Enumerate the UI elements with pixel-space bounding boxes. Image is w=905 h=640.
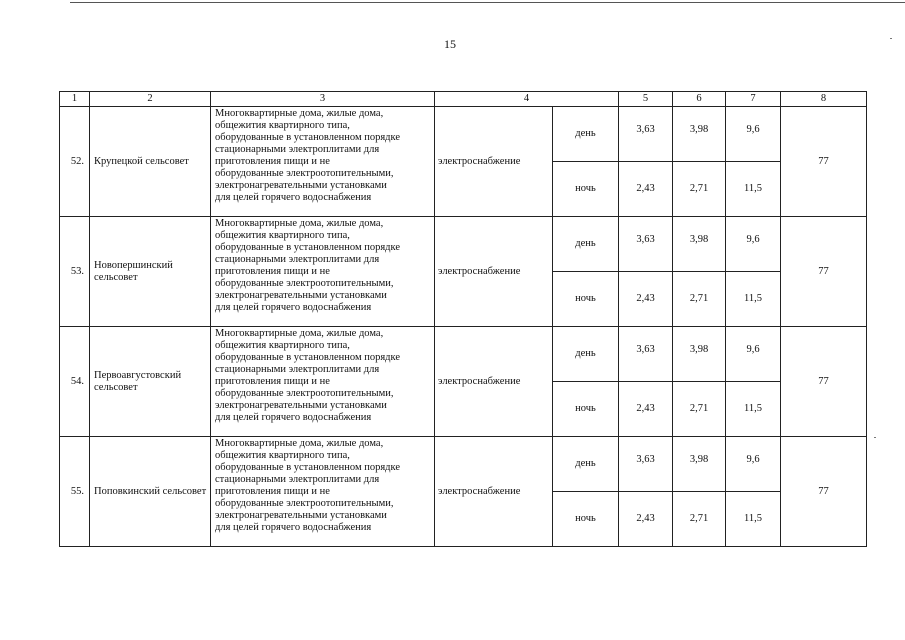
value-col5: 2,43: [619, 162, 673, 217]
consumer-category-line: электронагревательными установками: [215, 399, 387, 411]
service-type: электроснабжение: [435, 437, 553, 547]
time-zone-night: ночь: [553, 162, 619, 217]
table-row: [60, 217, 867, 272]
consumer-category-line: Многоквартирные дома, жилые дома,: [215, 437, 384, 449]
top-scan-rule: [70, 2, 905, 3]
column-number: 5: [619, 92, 673, 107]
service-type: электроснабжение: [435, 327, 553, 437]
time-zone-night: ночь: [553, 272, 619, 327]
consumer-category-line: общежития квартирного типа,: [215, 339, 350, 351]
value-col8: 77: [781, 437, 867, 547]
municipality-name: Поповкинский сельсовет: [90, 437, 211, 547]
consumer-category-line: для целей горячего водоснабжения: [215, 301, 372, 313]
value-col7: 9,6: [726, 327, 781, 382]
consumer-category-line: для целей горячего водоснабжения: [215, 521, 372, 533]
value-col5: 2,43: [619, 492, 673, 547]
value-col5: 3,63: [619, 437, 673, 492]
value-col7: 11,5: [726, 162, 781, 217]
consumer-category-line: стационарными электроплитами для: [215, 253, 380, 265]
consumer-category-line: стационарными электроплитами для: [215, 143, 380, 155]
consumer-category-line: приготовления пищи и не: [215, 485, 330, 497]
consumer-category: [211, 217, 435, 327]
consumer-category-text: [215, 218, 434, 326]
consumer-category-line: приготовления пищи и не: [215, 265, 330, 277]
service-type: электроснабжение: [435, 217, 553, 327]
value-col7: 11,5: [726, 272, 781, 327]
value-col7: 11,5: [726, 382, 781, 437]
service-type: электроснабжение: [435, 107, 553, 217]
scan-speck: [890, 38, 892, 39]
column-number: 3: [211, 92, 435, 107]
time-zone-night: ночь: [553, 382, 619, 437]
consumer-category-line: общежития квартирного типа,: [215, 449, 350, 461]
consumer-category-line: электронагревательными установками: [215, 289, 387, 301]
row-number: 52.: [60, 107, 90, 217]
consumer-category-text: [215, 438, 434, 546]
column-number: 1: [60, 92, 90, 107]
value-col7: 9,6: [726, 107, 781, 162]
column-number: 4: [435, 92, 619, 107]
table-row: [60, 107, 867, 162]
municipality-name: Первоавгустовский сельсовет: [90, 327, 211, 437]
consumer-category-line: приготовления пищи и не: [215, 155, 330, 167]
consumer-category-line: оборудованные в установленном порядке: [215, 241, 401, 253]
column-number: 6: [673, 92, 726, 107]
consumer-category-line: оборудованные в установленном порядке: [215, 351, 401, 363]
consumer-category: [211, 437, 435, 547]
consumer-category-line: общежития квартирного типа,: [215, 229, 350, 241]
row-number: 54.: [60, 327, 90, 437]
consumer-category-line: Многоквартирные дома, жилые дома,: [215, 107, 384, 119]
consumer-category-line: для целей горячего водоснабжения: [215, 411, 372, 423]
value-col7: 9,6: [726, 217, 781, 272]
value-col6: 2,71: [673, 162, 726, 217]
consumer-category-text: [215, 108, 434, 216]
value-col5: 2,43: [619, 382, 673, 437]
consumer-category-line: общежития квартирного типа,: [215, 119, 350, 131]
time-zone-day: день: [553, 107, 619, 162]
consumer-category-line: оборудованные электроотопительными,: [215, 497, 394, 509]
value-col5: 3,63: [619, 327, 673, 382]
value-col6: 2,71: [673, 382, 726, 437]
table-row: [60, 437, 867, 492]
consumer-category-line: для целей горячего водоснабжения: [215, 191, 372, 203]
consumer-category-line: электронагревательными установками: [215, 509, 387, 521]
time-zone-day: день: [553, 217, 619, 272]
consumer-category-line: оборудованные в установленном порядке: [215, 461, 401, 473]
municipality-name: Новопершинский сельсовет: [90, 217, 211, 327]
consumer-category-line: оборудованные в установленном порядке: [215, 131, 401, 143]
value-col6: 2,71: [673, 492, 726, 547]
consumer-category-text: [215, 328, 434, 436]
value-col6: 3,98: [673, 107, 726, 162]
consumer-category-line: оборудованные электроотопительными,: [215, 387, 394, 399]
municipality-name: Крупецкой сельсовет: [90, 107, 211, 217]
value-col8: 77: [781, 217, 867, 327]
value-col5: 3,63: [619, 107, 673, 162]
consumer-category-line: приготовления пищи и не: [215, 375, 330, 387]
column-number: 2: [90, 92, 211, 107]
column-number: 8: [781, 92, 867, 107]
consumer-category-line: Многоквартирные дома, жилые дома,: [215, 217, 384, 229]
column-number: 7: [726, 92, 781, 107]
consumer-category-line: электронагревательными установками: [215, 179, 387, 191]
row-number: 53.: [60, 217, 90, 327]
column-number-row: [60, 92, 867, 107]
consumer-category-line: стационарными электроплитами для: [215, 363, 380, 375]
value-col6: 3,98: [673, 327, 726, 382]
value-col5: 2,43: [619, 272, 673, 327]
time-zone-day: день: [553, 327, 619, 382]
consumer-category: [211, 327, 435, 437]
consumer-category-line: Многоквартирные дома, жилые дома,: [215, 327, 384, 339]
value-col8: 77: [781, 107, 867, 217]
scan-speck: [874, 437, 876, 438]
value-col6: 3,98: [673, 217, 726, 272]
tariff-table: [59, 91, 867, 547]
table-row: [60, 327, 867, 382]
consumer-category-line: стационарными электроплитами для: [215, 473, 380, 485]
consumer-category-line: оборудованные электроотопительными,: [215, 167, 394, 179]
time-zone-day: день: [553, 437, 619, 492]
value-col6: 3,98: [673, 437, 726, 492]
value-col7: 11,5: [726, 492, 781, 547]
value-col7: 9,6: [726, 437, 781, 492]
time-zone-night: ночь: [553, 492, 619, 547]
row-number: 55.: [60, 437, 90, 547]
value-col6: 2,71: [673, 272, 726, 327]
page-number: 15: [444, 37, 456, 51]
consumer-category: [211, 107, 435, 217]
consumer-category-line: оборудованные электроотопительными,: [215, 277, 394, 289]
value-col8: 77: [781, 327, 867, 437]
value-col5: 3,63: [619, 217, 673, 272]
